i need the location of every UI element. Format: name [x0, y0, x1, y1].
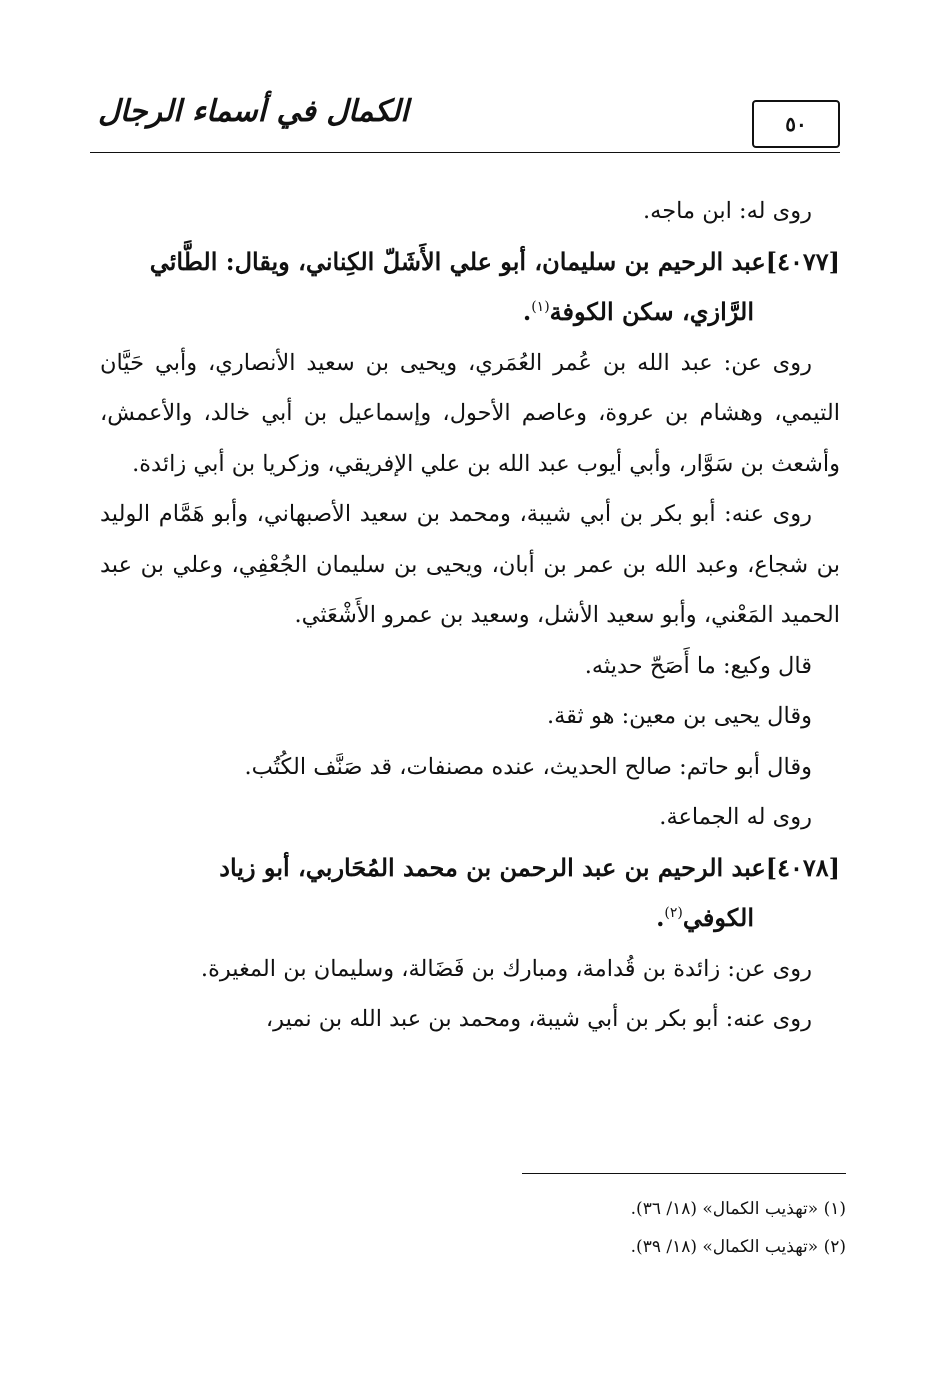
- paragraph-narrated-by-ibn-majah: روى له: ابن ماجه.: [643, 198, 812, 224]
- footnote-ref: (٢): [664, 905, 683, 921]
- body-text: [100, 186, 840, 1045]
- running-header: [90, 88, 840, 154]
- entry-heading-4078: [100, 843, 840, 944]
- entry-heading-4077: [100, 237, 840, 338]
- paragraph-waki: قال وكيع: ما أَصَحّ حديثه.: [584, 652, 812, 679]
- entry-name-line2-wrap: [100, 287, 840, 338]
- entry-end: .: [656, 903, 665, 932]
- footnote-ref: (١): [531, 299, 550, 315]
- entry-name-line2: الرَّازي، سكن الكوفة: [549, 297, 754, 326]
- footnote-1: (١) «تهذيب الكمال» (١٨/ ٣٦).: [630, 1199, 846, 1219]
- entry-number: [٤٠٧٧]: [765, 246, 840, 276]
- header-rule: [90, 152, 840, 153]
- paragraph-narrated-from: روى عن: زائدة بن قُدامة، ومبارك بن فَضَالة، وسليمان بن المغيرة.: [200, 955, 812, 982]
- footnote-2: (٢) «تهذيب الكمال» (١٨/ ٣٩).: [630, 1237, 846, 1257]
- paragraph-narrated-by: روى عنه: أبو بكر بن أبي شيبة، ومحمد بن سعيد الأصبهاني، وأبو هَمَّام الوليد بن شجاع، وعبد الله بن عمر بن أبان، ويحيى بن سليمان الجُعْفِي، وعلي بن عبد الحميد المَعْني، وأبو سعيد الأشل، وسعيد بن عمرو الأَشْعَثي.: [100, 501, 840, 628]
- entry-end: .: [522, 297, 532, 326]
- footnote-rule: [522, 1173, 846, 1174]
- paragraph-jamaah: روى له الجماعة.: [659, 804, 812, 830]
- paragraph-narrated-by: روى عنه: أبو بكر بن أبي شيبة، ومحمد بن عبد الله بن نمير،: [265, 1006, 812, 1032]
- entry-name-line1: عبد الرحيم بن عبد الرحمن بن محمد المُحَاربي، أبو زياد: [219, 852, 766, 882]
- entry-name-line2: الكوفي: [682, 903, 754, 932]
- entry-name-line2-wrap: [100, 893, 840, 944]
- page-number: ٥٠: [785, 112, 807, 136]
- paragraph-ibn-maeen: وقال يحيى بن معين: هو ثقة.: [546, 703, 812, 729]
- footnotes: [100, 1190, 846, 1266]
- paragraph-abu-hatim: وقال أبو حاتم: صالح الحديث، عنده مصنفات، قد صَنَّف الكُتُب.: [244, 753, 812, 780]
- entry-number: [٤٠٧٨]: [765, 852, 840, 882]
- book-title: الكمال في أسماء الرجال: [98, 94, 409, 129]
- paragraph-narrated-from: روى عن: عبد الله بن عُمر العُمَري، ويحيى بن سعيد الأنصاري، وأبي حَيَّان التيمي، وهشام بن عروة، وعاصم الأحول، وإسماعيل بن أبي خالد، والأعمش، وأشعث بن سَوَّار، وأبي أيوب عبد الله بن علي الإفريقي، وزكريا بن أبي زائدة.: [100, 349, 840, 477]
- entry-name-line1: عبد الرحيم بن سليمان، أبو علي الأَشَلّ الكِناني، ويقال: الطَّائي: [149, 246, 766, 276]
- page-number-box: [752, 100, 840, 148]
